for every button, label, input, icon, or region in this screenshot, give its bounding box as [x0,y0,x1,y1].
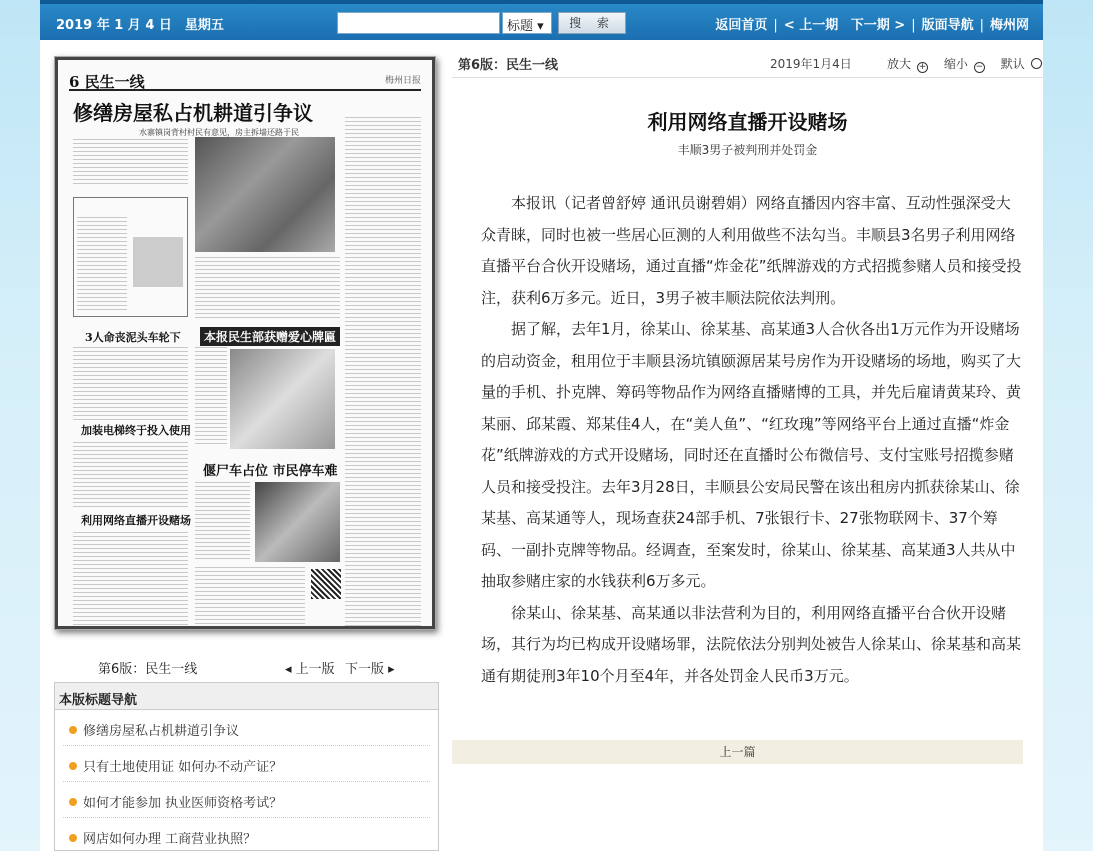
search-button[interactable]: 搜 索 [558,12,626,34]
np-photo [195,137,335,252]
bullet-icon [69,798,77,806]
article-title: 利用网络直播开设赌场 [647,110,848,134]
np-text-block [195,347,227,447]
qr-code-icon [311,569,341,599]
article-date: 2019年1月4日 [770,57,852,71]
circle-icon [1031,58,1042,69]
article-header-bar [452,48,1043,78]
article-subtitle: 丰顺3男子被判刑并处罚金 [677,143,818,157]
next-issue-link[interactable]: 下一期 > [850,18,906,33]
newspaper-page-thumbnail[interactable] [54,56,436,630]
bullet-icon [69,834,77,842]
np-photo [255,482,340,562]
np-text-block [195,567,305,627]
headline-nav-item[interactable]: 如何才能参加 执业医师资格考试？ [63,782,430,818]
article-paragraph: 徐某山、徐某基、高某通以非法营利为目的，利用网络直播平台合伙开设赌场，其行为均已构成开设赌场罪，法院依法分别判处被告人徐某山、徐某基和高某通有期徒刑3年10个月至4年，并各处罚金人民币3万元。 [481,603,1022,685]
np-text-block [73,532,188,627]
np-photo [230,349,335,449]
prev-issue-link[interactable]: < 上一期 [783,18,839,33]
np-header [69,71,421,91]
article-paragraph: 据了解，去年1月，徐某山、徐某基、高某通3人合伙各出1万元作为开设赌场的启动资金，租用位于丰顺县汤坑镇颐源居某号房作为开设赌场的场地，购买了大量的手机、扑克牌、筹码等物品作为网络直播赌博的工具，并先后雇请黄某玲、黄某丽、邱某霞、郑某佳4人，在“美人鱼”、“红玫瑰”等网络平台上通过直播“炸金花”纸牌游戏的方式开设赌场，同时还在直播时公布微信号、支付宝账号招揽参赌人员和接受投注。去年3月28日，丰顺县公安局民警在该出租房内抓获徐某山、徐某基、高某通等人，现场查获24部手机、7张银行卡、27张物联网卡、37个筹码、一副扑克牌等物品。经调查，至案发时，徐某山、徐某基、高某通3人共从中抽取参赌庄家的水钱获利6万多元。 [481,320,1022,590]
np-page-label: 6 民生一线 [69,73,145,91]
np-headline-4: 加装电梯终于投入使用 [81,424,191,437]
np-subline: 水寨镇岗背村村民有意见，房主拆墙还路于民 [139,128,299,137]
zoom-out-button[interactable]: 缩小 − [943,57,984,72]
article-page-label: 第6版：民生一线 [458,58,559,73]
top-nav: 返回首页 | < 上一期 下一期 > | 版面导航 | 梅州网 [715,18,1029,33]
top-bar [40,0,1043,40]
article-paragraph: 本报讯（记者曾舒婷 通讯员谢碧娟）网络直播因内容丰富、互动性强深受大众青睐，同时也被一些居心叵测的人利用做些不法勾当。丰顺县3名男子利用网络直播平台合伙开设赌场，通过直播“炸金花”纸牌游戏的方式招揽参赌人员和接受投注，获利6万多元。近日，3男子被丰顺法院依法判刑。 [481,194,1022,307]
np-headline-5: 3人命丧泥头车轮下 [85,331,181,344]
np-headline-3: 偃尸车占位 市民停车难 [203,464,338,479]
np-text-block [77,217,127,312]
np-masthead: 梅州日报 [384,76,421,86]
np-text-block [73,442,188,507]
np-text-block [345,117,421,630]
headline-nav-item[interactable]: 修缮房屋私占机耕道引争议 [63,710,430,746]
headline-nav-item[interactable]: 只有土地使用证 如何办不动产证？ [63,746,430,782]
np-headline-6: 利用网络直播开设赌场 [81,514,191,527]
headline-nav-item[interactable]: 网店如何办理 工商营业执照？ [63,818,430,851]
np-text-block [195,257,340,319]
zoom-controls [887,55,1054,73]
article-body [481,188,1023,692]
np-text-block [73,139,188,187]
search-type-select[interactable]: 标题 ▾ [502,12,552,34]
section-nav-link[interactable]: 版面导航 [921,18,974,33]
prev-page-link[interactable]: ◂ 上一版 [285,662,335,677]
zoom-default-button[interactable]: 默认 [1001,57,1048,71]
home-link[interactable]: 返回首页 [715,18,768,33]
plus-icon: + [918,62,927,72]
np-headline: 修缮房屋私占机耕道引争议 [73,101,313,125]
issue-date: 2019 年 1 月 4 日 星期五 [56,18,224,33]
zoom-in-button[interactable]: 放大 + [887,57,927,72]
np-headline-2: 本报民生部获赠爱心牌匾 [200,327,340,346]
np-text-block [195,482,250,562]
bullet-icon [69,726,77,734]
np-text-block [73,347,188,422]
np-photo [133,237,183,287]
bullet-icon [69,762,77,770]
thumb-page-label: 第6版：民生一线 [98,662,198,677]
content-area [40,40,1043,851]
headline-nav-title: 本版标题导航 [55,683,438,710]
next-page-link[interactable]: 下一版 ▸ [345,662,395,677]
headline-nav-box [54,682,439,851]
minus-icon: − [975,62,984,72]
search-input[interactable] [337,12,500,34]
prev-article-link[interactable]: 上一篇 [452,740,1023,764]
site-link[interactable]: 梅州网 [989,18,1029,33]
